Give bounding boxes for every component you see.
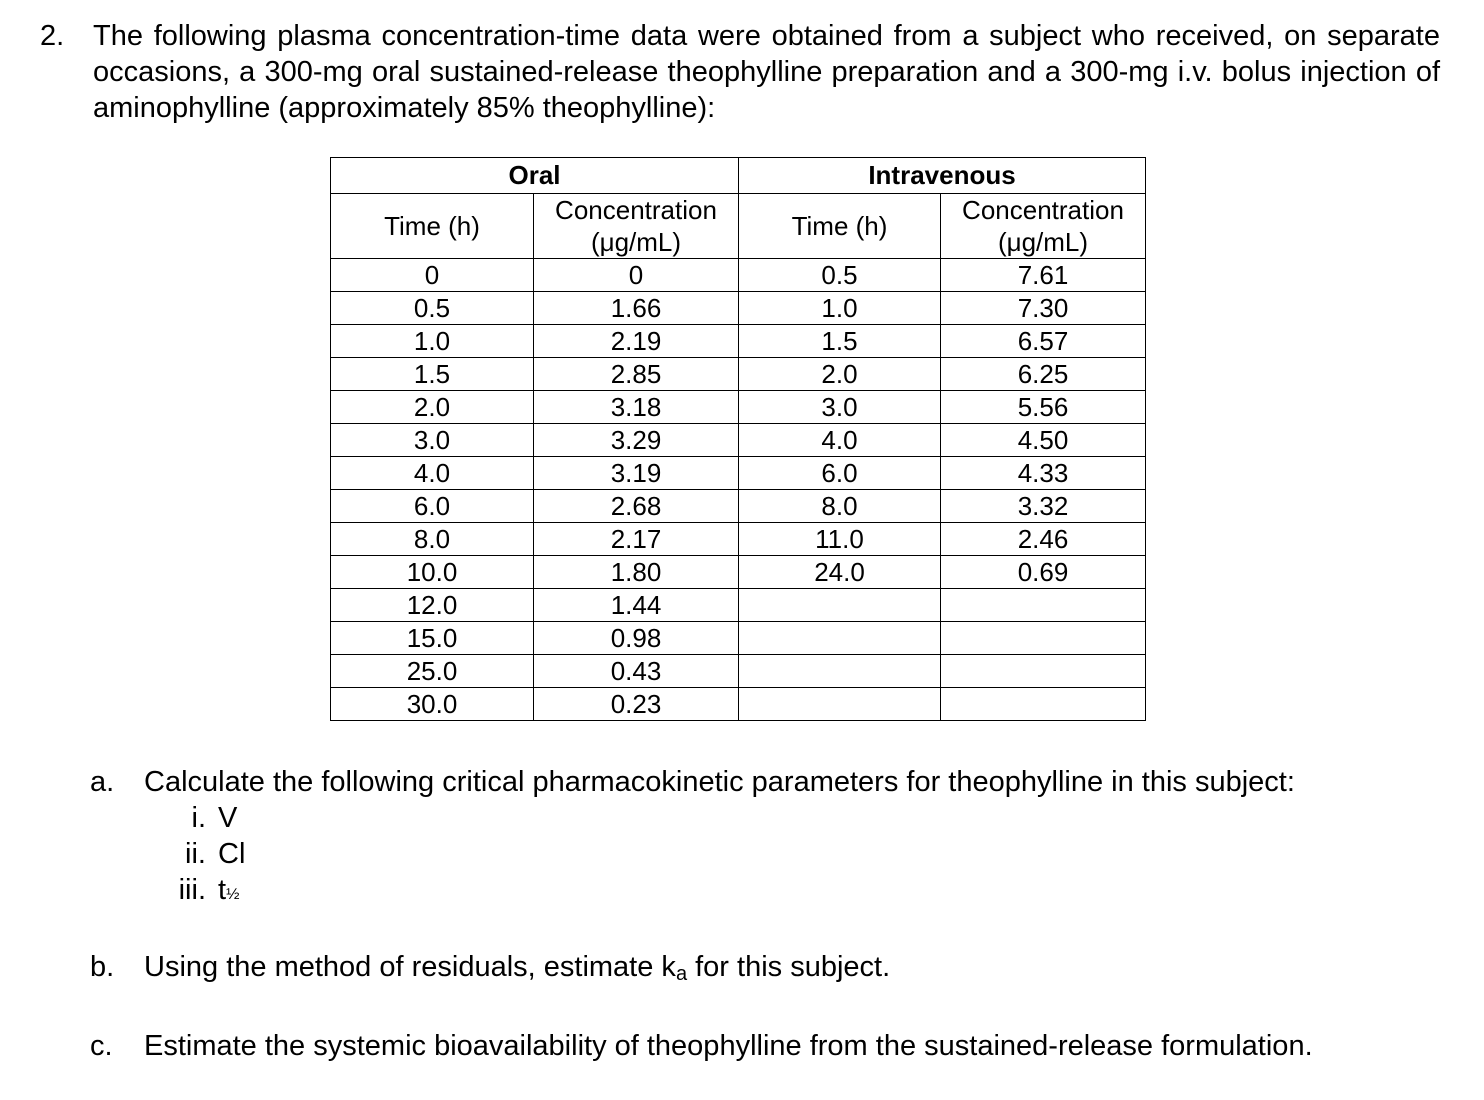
question-c-text: Estimate the systemic bioavailability of theophylline from the sustained-release formulation.	[144, 1030, 1313, 1062]
question-b: b. Using the method of residuals, estimate $k_a$ for this subject.	[90, 951, 891, 985]
table-row	[331, 523, 1146, 556]
question-a-label: a.	[90, 766, 115, 798]
table-row	[331, 556, 1146, 589]
iv-time-cell: 4.0	[739, 424, 941, 457]
oral-concentration-cell: 2.17	[534, 523, 739, 556]
question-a-item-ii: ii. Cl	[185, 838, 246, 870]
concentration-time-table	[330, 157, 1146, 721]
oral-time-header: Time (h)	[331, 194, 534, 259]
iv-concentration-header: Concentration (μg/mL)	[941, 194, 1146, 259]
oral-concentration-cell: 1.80	[534, 556, 739, 589]
oral-concentration-cell: 3.18	[534, 391, 739, 424]
iv-time-cell: 8.0	[739, 490, 941, 523]
oral-group-header: Oral	[331, 158, 739, 194]
questions	[90, 764, 1313, 1064]
oral-concentration-cell: 0.98	[534, 622, 739, 655]
oral-time-cell: 15.0	[331, 622, 534, 655]
oral-concentration-cell: 0.43	[534, 655, 739, 688]
iv-concentration-cell	[941, 589, 1146, 622]
oral-time-cell: 8.0	[331, 523, 534, 556]
oral-time-cell: 4.0	[331, 457, 534, 490]
oral-concentration-cell: 0	[534, 259, 739, 292]
iv-concentration-cell: 7.61	[941, 259, 1146, 292]
iv-time-cell: 0.5	[739, 259, 941, 292]
question-b-label: b.	[90, 951, 115, 983]
iv-concentration-cell: 4.33	[941, 457, 1146, 490]
oral-time-cell: 3.0	[331, 424, 534, 457]
table-row	[331, 325, 1146, 358]
oral-time-cell: 1.0	[331, 325, 534, 358]
oral-time-cell: 10.0	[331, 556, 534, 589]
iv-time-cell: 11.0	[739, 523, 941, 556]
problem-text: The following plasma concentration-time data were obtained from a subject who received, on separate occasions, a 300-mg oral sustained-release theophylline preparation and a 300-mg i.v. bolus injection of aminophylline (approximately 85% theophylline):	[93, 20, 1440, 124]
table-row	[331, 292, 1146, 325]
iv-concentration-cell: 2.46	[941, 523, 1146, 556]
iv-time-cell: 1.0	[739, 292, 941, 325]
oral-time-cell: 1.5	[331, 358, 534, 391]
oral-time-cell: 0	[331, 259, 534, 292]
table-row	[331, 358, 1146, 391]
iv-concentration-cell: 7.30	[941, 292, 1146, 325]
table-row	[331, 490, 1146, 523]
iv-time-header: Time (h)	[739, 194, 941, 259]
iv-time-cell: 1.5	[739, 325, 941, 358]
oral-concentration-header: Concentration (μg/mL)	[534, 194, 739, 259]
iv-time-cell: 6.0	[739, 457, 941, 490]
problem-statement	[40, 18, 1440, 126]
iv-concentration-cell: 6.25	[941, 358, 1146, 391]
iv-time-cell	[739, 655, 941, 688]
table-row	[331, 589, 1146, 622]
question-a-text: Calculate the following critical pharmacokinetic parameters for theophylline in this subject:	[144, 766, 1295, 798]
iv-concentration-cell: 5.56	[941, 391, 1146, 424]
oral-concentration-cell: 2.85	[534, 358, 739, 391]
oral-time-cell: 0.5	[331, 292, 534, 325]
iv-concentration-cell: 4.50	[941, 424, 1146, 457]
oral-concentration-cell: 3.19	[534, 457, 739, 490]
iv-concentration-cell	[941, 655, 1146, 688]
iv-time-cell	[739, 589, 941, 622]
iv-concentration-cell	[941, 688, 1146, 721]
iv-time-cell	[739, 622, 941, 655]
iv-concentration-cell: 0.69	[941, 556, 1146, 589]
question-c-label: c.	[90, 1030, 113, 1062]
iv-time-cell: 3.0	[739, 391, 941, 424]
table-body	[331, 259, 1146, 721]
oral-time-cell: 6.0	[331, 490, 534, 523]
iv-time-cell: 24.0	[739, 556, 941, 589]
oral-concentration-cell: 1.44	[534, 589, 739, 622]
oral-concentration-cell: 2.68	[534, 490, 739, 523]
table-row	[331, 622, 1146, 655]
oral-concentration-cell: 2.19	[534, 325, 739, 358]
oral-concentration-cell: 3.29	[534, 424, 739, 457]
oral-time-cell: 30.0	[331, 688, 534, 721]
oral-concentration-cell: 0.23	[534, 688, 739, 721]
question-a-item-i: i. V	[191, 802, 238, 834]
table-row	[331, 688, 1146, 721]
iv-concentration-cell	[941, 622, 1146, 655]
table-row	[331, 457, 1146, 490]
intravenous-group-header: Intravenous	[739, 158, 1146, 194]
problem-number: 2.	[40, 20, 65, 52]
table-row	[331, 424, 1146, 457]
iv-time-cell: 2.0	[739, 358, 941, 391]
question-a	[90, 764, 1313, 800]
table-row	[331, 391, 1146, 424]
oral-time-cell: 25.0	[331, 655, 534, 688]
question-c	[90, 1028, 1313, 1064]
question-a-item-iii: iii. t½	[178, 874, 240, 906]
iv-time-cell	[739, 688, 941, 721]
oral-time-cell: 12.0	[331, 589, 534, 622]
iv-concentration-cell: 3.32	[941, 490, 1146, 523]
table-row	[331, 655, 1146, 688]
oral-time-cell: 2.0	[331, 391, 534, 424]
table-row	[331, 259, 1146, 292]
iv-concentration-cell: 6.57	[941, 325, 1146, 358]
oral-concentration-cell: 1.66	[534, 292, 739, 325]
